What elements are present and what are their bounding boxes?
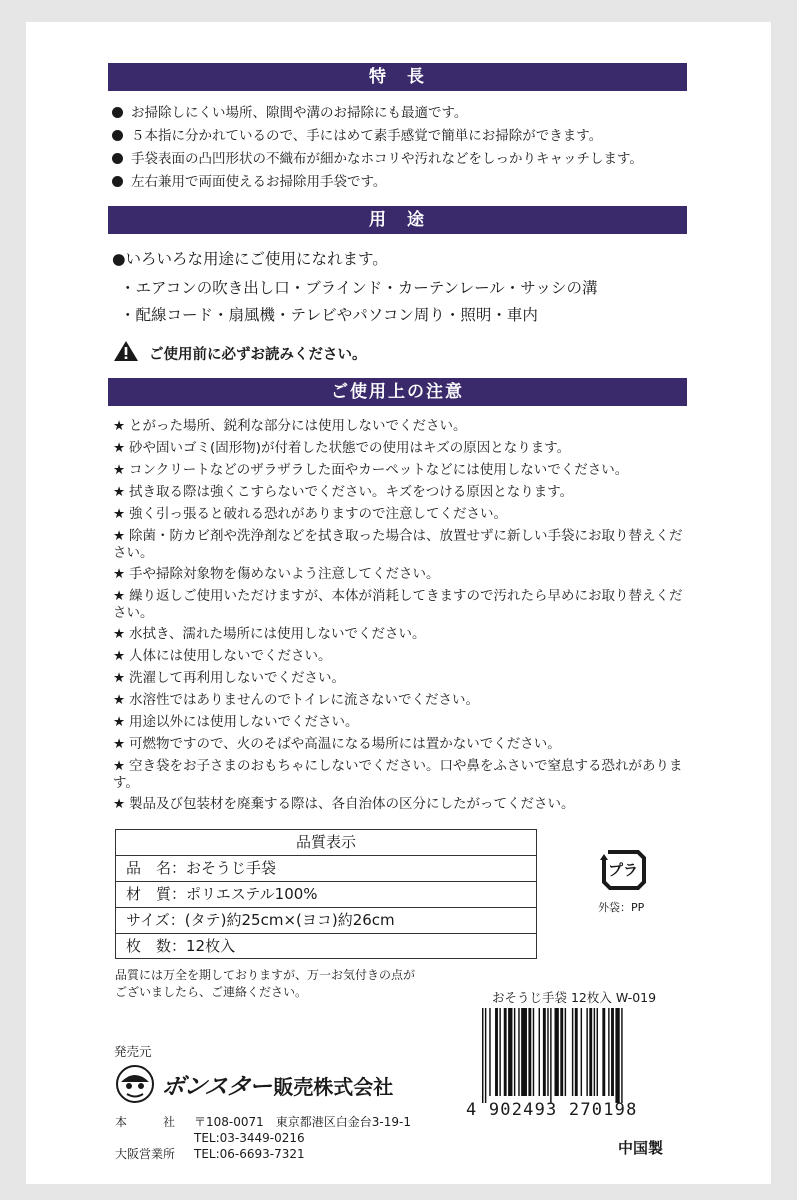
caution-item xyxy=(113,528,688,562)
barcode-bar xyxy=(611,1008,614,1096)
barcode-bar xyxy=(528,1008,531,1096)
barcode-bar xyxy=(550,1008,551,1103)
company-suffix: 販売株式会社 xyxy=(273,1075,394,1099)
barcode-bar xyxy=(581,1008,582,1096)
caution-text: とがった場所、鋭利な部分には使用しないでください。 xyxy=(129,418,467,434)
caution-text: 洗濯して再利用しないでください。 xyxy=(129,670,345,686)
barcode-bar xyxy=(499,1008,500,1096)
barcode-bar xyxy=(608,1008,609,1096)
caution-item xyxy=(113,758,688,792)
caution-text: 拭き取る際は強くこすらないでください。キズをつける原因となります。 xyxy=(129,484,574,500)
star-marker: ★ xyxy=(113,440,126,456)
barcode-bar xyxy=(508,1008,512,1096)
caution-text: 繰り返しご使用いただけますが、本体が消耗してきますので汚れたら早めにお取り替えください。 xyxy=(113,588,683,621)
barcode-bar xyxy=(521,1008,527,1096)
barcode-bar xyxy=(533,1008,534,1096)
bullet-icon xyxy=(112,107,123,118)
caution-item xyxy=(113,440,688,457)
quality-row: サイズ：(タテ)約25cm×(ヨコ)約26cm xyxy=(116,907,536,932)
barcode-bar xyxy=(589,1008,592,1096)
star-marker: ★ xyxy=(113,714,126,730)
barcode-bar xyxy=(586,1008,587,1096)
star-marker: ★ xyxy=(113,758,126,774)
barcode-bar xyxy=(565,1008,566,1096)
caution-item xyxy=(113,648,688,665)
barcode-bar xyxy=(489,1008,490,1096)
caution-text: 水溶性ではありませんのでトイレに流さないでください。 xyxy=(129,692,480,708)
barcode-bar xyxy=(594,1008,595,1096)
caution-text: 水拭き、濡れた場所には使用しないでください。 xyxy=(129,626,426,642)
caution-text: コンクリートなどのザラザラした面やカーペットなどには使用しないでください。 xyxy=(129,462,629,478)
caution-item xyxy=(113,626,688,643)
barcode-bar xyxy=(482,1008,483,1103)
caution-text: 除菌・防カビ剤や洗浄剤などを拭き取った場合は、放置せずに新しい手袋にお取り替えください。 xyxy=(113,528,683,561)
star-marker: ★ xyxy=(113,692,126,708)
product-code: おそうじ手袋 12枚入 W-019 xyxy=(492,990,657,1005)
barcode-bar xyxy=(560,1008,563,1096)
caution-text: 強く引っ張ると破れる恐れがありますので注意してください。 xyxy=(129,506,507,522)
barcode-number: 4 902493 270198 xyxy=(466,1100,638,1120)
seller-label: 発売元 xyxy=(114,1044,152,1059)
caution-item xyxy=(113,796,688,813)
hq-label: 本 社 xyxy=(115,1115,176,1129)
barcode-bar xyxy=(485,1008,486,1103)
star-marker: ★ xyxy=(113,648,126,664)
bullet-icon xyxy=(112,176,123,187)
usage-heading: 用 途 xyxy=(108,206,687,234)
cautions-heading: ご使用上の注意 xyxy=(108,378,687,406)
barcode-bar xyxy=(539,1008,540,1096)
star-marker: ★ xyxy=(113,796,126,812)
star-marker: ★ xyxy=(113,418,126,434)
bullet-icon xyxy=(112,153,123,164)
caution-item xyxy=(113,588,688,622)
origin-label: 中国製 xyxy=(618,1139,664,1157)
star-marker: ★ xyxy=(113,484,126,500)
monster-mascot-icon xyxy=(113,1064,157,1104)
star-marker: ★ xyxy=(113,506,126,522)
barcode-bar xyxy=(597,1008,598,1096)
star-marker: ★ xyxy=(113,588,126,604)
pla-recycle-icon xyxy=(598,846,650,894)
caution-item xyxy=(113,418,688,435)
barcode-bar xyxy=(514,1008,515,1096)
feature-item: ５本指に分かれているので、手にはめて素手感覚で簡単にお掃除ができます。 xyxy=(112,127,602,145)
brand-logo: ボンスター xyxy=(159,1074,273,1100)
caution-text: 製品及び包装材を廃棄する際は、各自治体の区分にしたがってください。 xyxy=(129,796,575,812)
star-marker: ★ xyxy=(113,566,126,582)
warning-triangle-icon xyxy=(113,340,139,366)
star-marker: ★ xyxy=(113,736,126,752)
feature-item: お掃除しにくい場所、隙間や溝のお掃除にも最適です。 xyxy=(112,104,467,122)
hq-address: 〒108-0071 東京都港区白金台3-19-1 xyxy=(194,1115,411,1129)
caution-item xyxy=(113,692,688,709)
bullet-icon xyxy=(112,130,123,141)
caution-text: 可燃物ですので、火のそばや高温になる場所には置かないでください。 xyxy=(129,736,561,752)
seller-company xyxy=(159,1068,394,1101)
star-marker: ★ xyxy=(113,462,126,478)
barcode-bar xyxy=(543,1008,546,1096)
barcode-bar xyxy=(504,1008,507,1096)
osaka-tel: TEL:06-6693-7321 xyxy=(194,1147,305,1161)
caution-text: 手や掃除対象物を傷めないよう注意してください。 xyxy=(129,566,440,582)
barcode-bar xyxy=(555,1008,559,1096)
usage-line: ・配線コード・扇風機・テレビやパソコン周り・照明・車内 xyxy=(120,306,538,324)
feature-item: 手袋表面の凸凹形状の不織布が細かなホコリや汚れなどをしっかりキャッチします。 xyxy=(112,150,643,168)
recycle-label: 外袋：PP xyxy=(598,901,645,914)
star-marker: ★ xyxy=(113,626,126,642)
hq-tel: TEL:03-3449-0216 xyxy=(194,1131,305,1145)
pla-mark-text: プラ xyxy=(608,861,639,879)
features-heading: 特 長 xyxy=(108,63,687,91)
notice-line: ございましたら、ご連絡ください。 xyxy=(115,985,308,999)
caution-item xyxy=(113,506,688,523)
quality-table xyxy=(115,829,537,959)
barcode-bar xyxy=(615,1008,619,1103)
caution-item xyxy=(113,566,688,583)
caution-text: 人体には使用しないでください。 xyxy=(129,648,332,664)
warning-text: ご使用前に必ずお読みください。 xyxy=(149,346,367,363)
notice-line: 品質には万全を期しておりますが、万一お気付きの点が xyxy=(115,968,416,982)
osaka-label: 大阪営業所 xyxy=(115,1147,176,1161)
caution-text: 空き袋をお子さまのおもちゃにしないでください。口や鼻をふさいで窒息する恐れがあります。 xyxy=(113,758,683,791)
quality-title: 品質表示 xyxy=(295,833,356,851)
quality-row: 材 質：ポリエステル100% xyxy=(116,881,536,906)
barcode-bar xyxy=(547,1008,548,1096)
barcode-bar xyxy=(518,1008,519,1096)
caution-item xyxy=(113,484,688,501)
warning-notice xyxy=(113,340,367,366)
feature-item: 左右兼用で両面使えるお掃除用手袋です。 xyxy=(112,173,386,191)
barcode-bar xyxy=(621,1008,622,1103)
caution-item xyxy=(113,714,688,731)
star-marker: ★ xyxy=(113,528,126,544)
caution-item xyxy=(113,462,688,479)
barcode xyxy=(480,1008,668,1103)
barcode-bar xyxy=(495,1008,498,1096)
caution-text: 砂や固いゴミ(固形物)が付着した状態での使用はキズの原因となります。 xyxy=(129,440,571,456)
usage-intro: ●いろいろな用途にご使用になれます。 xyxy=(112,250,388,268)
star-marker: ★ xyxy=(113,670,126,686)
barcode-bar xyxy=(602,1008,605,1096)
caution-item xyxy=(113,736,688,753)
caution-text: 用途以外には使用しないでください。 xyxy=(129,714,359,730)
quality-row: 枚 数：12枚入 xyxy=(116,933,536,958)
caution-item xyxy=(113,670,688,687)
barcode-bar xyxy=(575,1008,578,1096)
quality-row: 品 名：おそうじ手袋 xyxy=(116,855,536,880)
usage-line: ・エアコンの吹き出し口・ブラインド・カーテンレール・サッシの溝 xyxy=(120,279,598,297)
barcode-bar xyxy=(572,1008,573,1096)
